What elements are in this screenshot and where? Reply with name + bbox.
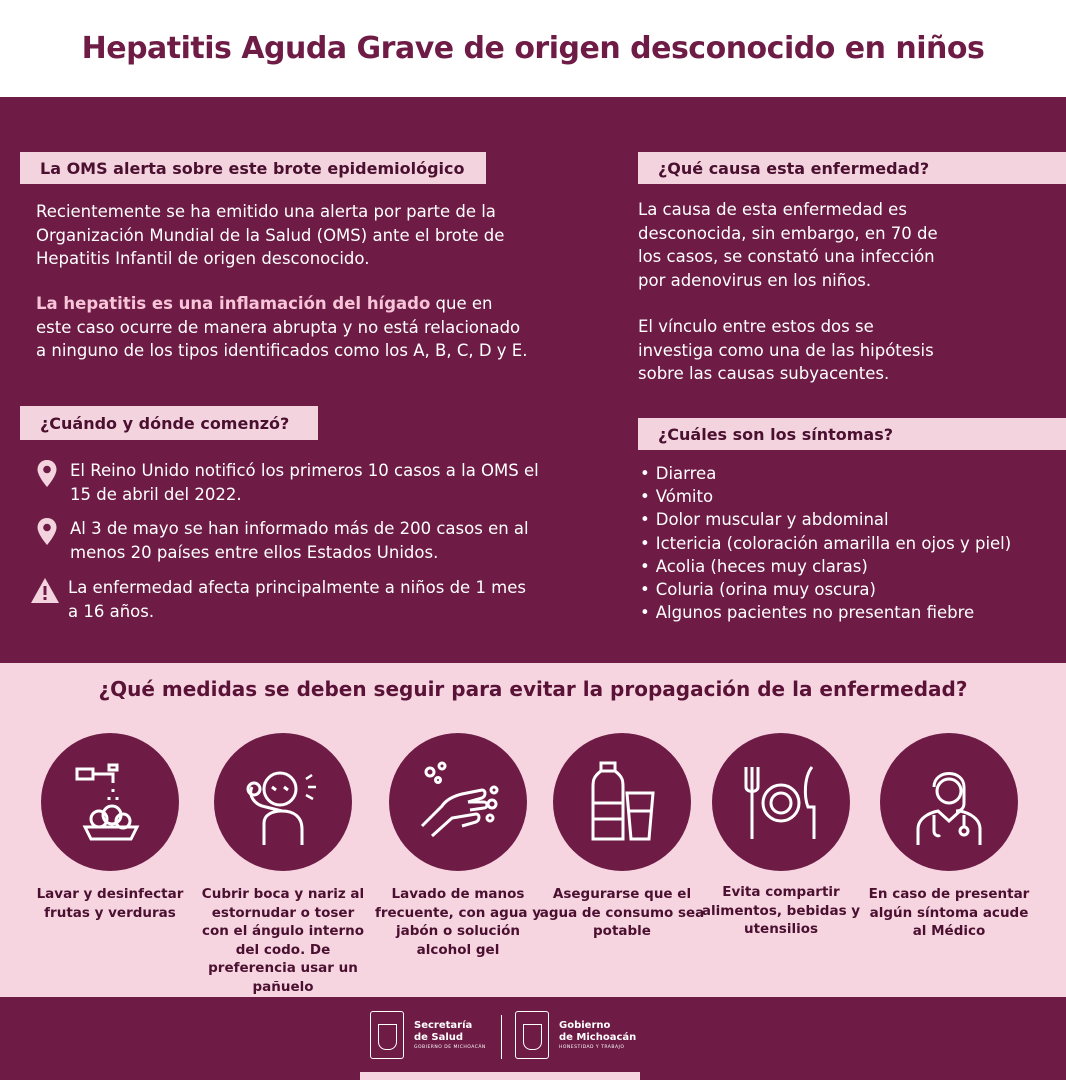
cuando-item-2-text: Al 3 de mayo se han informado más de 200 casos en al menos 20 países entre ellos Estados Unidos. — [70, 519, 529, 562]
sintoma-item: • Diarrea — [640, 462, 1060, 485]
footer-accent-bar — [360, 1072, 640, 1080]
causa-paragraph-1: La causa de esta enfermedad es desconocida, sin embargo, en 70 de los casos, se constató una infección por adenovirus en los niños. — [638, 200, 938, 290]
medida-label-5: Evita compartir alimentos, bebidas y utensilios — [701, 884, 861, 937]
cutlery-plate-icon — [736, 757, 826, 847]
michoacan-seal-icon — [370, 1011, 404, 1059]
medida-label-6: En caso de presentar algún síntoma acude al Médico — [868, 886, 1030, 939]
oms-paragraph-1: Recientemente se ha emitido una alerta por parte de la Organización Mundial de la Salud (OMS) ante el brote de Hepatitis Infantil de origen desconocido. — [36, 202, 505, 268]
oms-paragraph-2 — [36, 292, 531, 363]
medida-label-1: Lavar y desinfectar frutas y verduras — [36, 886, 184, 921]
medida-label-4: Asegurarse que el agua de consumo sea potable — [539, 886, 705, 939]
logo1-line2: de Salud — [414, 1031, 464, 1043]
medidas-heading: ¿Qué medidas se deben seguir para evitar la propagación de la enfermedad? — [98, 677, 968, 701]
logo2-line2: de Michoacán — [559, 1031, 637, 1043]
michoacan-seal-icon — [515, 1011, 549, 1059]
sintomas-heading: ¿Cuáles son los síntomas? — [638, 418, 1066, 450]
info-section — [0, 97, 1066, 663]
sintoma-item: • Ictericia (coloración amarilla en ojos y piel) — [640, 532, 1060, 555]
medida-circle-6 — [880, 733, 1018, 871]
sintoma-item: • Acolia (heces muy claras) — [640, 555, 1060, 578]
medida-circle-2 — [214, 733, 352, 871]
sintoma-item: • Vómito — [640, 485, 1060, 508]
oms-paragraph-2-bold: La hepatitis es una inflamación del hígado — [36, 294, 431, 313]
medidas-section — [0, 663, 1066, 997]
secretaria-salud-logo — [370, 1011, 486, 1059]
wash-fruits-icon — [65, 757, 155, 847]
cuando-item-1 — [34, 459, 544, 506]
cuando-item-1-text: El Reino Unido notificó los primeros 10 casos a la OMS el 15 de abril del 2022. — [70, 461, 539, 504]
medida-circle-5 — [712, 733, 850, 871]
sintoma-item: • Coluria (orina muy oscura) — [640, 578, 1060, 601]
logo-divider — [501, 1015, 502, 1059]
logo1-line1: Secretaría — [414, 1020, 473, 1031]
logo2-line1: Gobierno — [559, 1020, 611, 1031]
gobierno-michoacan-logo — [515, 1011, 636, 1059]
oms-paragraph-2-rest: que en este caso ocurre de manera abrupta y no está relacionado a ninguno de los tipos identificados como los A, B, C, D y E. — [36, 294, 528, 360]
medida-circle-1 — [41, 733, 179, 871]
sintomas-list — [640, 462, 1060, 624]
sintoma-item: • Algunos pacientes no presentan fiebre — [640, 601, 1060, 624]
doctor-icon — [904, 757, 994, 847]
causa-heading: ¿Qué causa esta enfermedad? — [638, 152, 1066, 184]
header — [0, 0, 1066, 97]
causa-paragraph-2: El vínculo entre estos dos se investiga como una de las hipótesis sobre las causas subyacentes. — [638, 317, 934, 383]
medida-label-3: Lavado de manos frecuente, con agua y jabón o solución alcohol gel — [374, 886, 542, 958]
location-pin-icon — [34, 459, 60, 489]
warning-icon — [30, 576, 60, 606]
logo1-sub: GOBIERNO DE MICHOACÁN — [414, 1045, 486, 1050]
location-pin-icon — [34, 517, 60, 547]
logo2-sub: HONESTIDAD Y TRABAJO — [559, 1045, 625, 1050]
cuando-heading: ¿Cuándo y dónde comenzó? — [20, 406, 318, 440]
sneeze-elbow-icon — [238, 757, 328, 847]
cuando-item-3-text: La enfermedad afecta principalmente a niños de 1 mes a 16 años. — [68, 578, 527, 621]
medida-circle-4 — [553, 733, 691, 871]
medida-label-2: Cubrir boca y nariz al estornudar o toser con el ángulo interno del codo. De preferencia usar un pañuelo — [201, 886, 365, 995]
sintoma-item: • Dolor muscular y abdominal — [640, 508, 1060, 531]
hand-washing-icon — [412, 756, 504, 848]
cuando-item-2 — [34, 517, 544, 564]
footer — [0, 997, 1066, 1080]
water-bottle-icon — [577, 757, 667, 847]
page-title: Hepatitis Aguda Grave de origen desconocido en niños — [81, 31, 985, 66]
cuando-item-3 — [30, 576, 544, 623]
medida-circle-3 — [389, 733, 527, 871]
oms-heading: La OMS alerta sobre este brote epidemiológico — [20, 152, 486, 184]
